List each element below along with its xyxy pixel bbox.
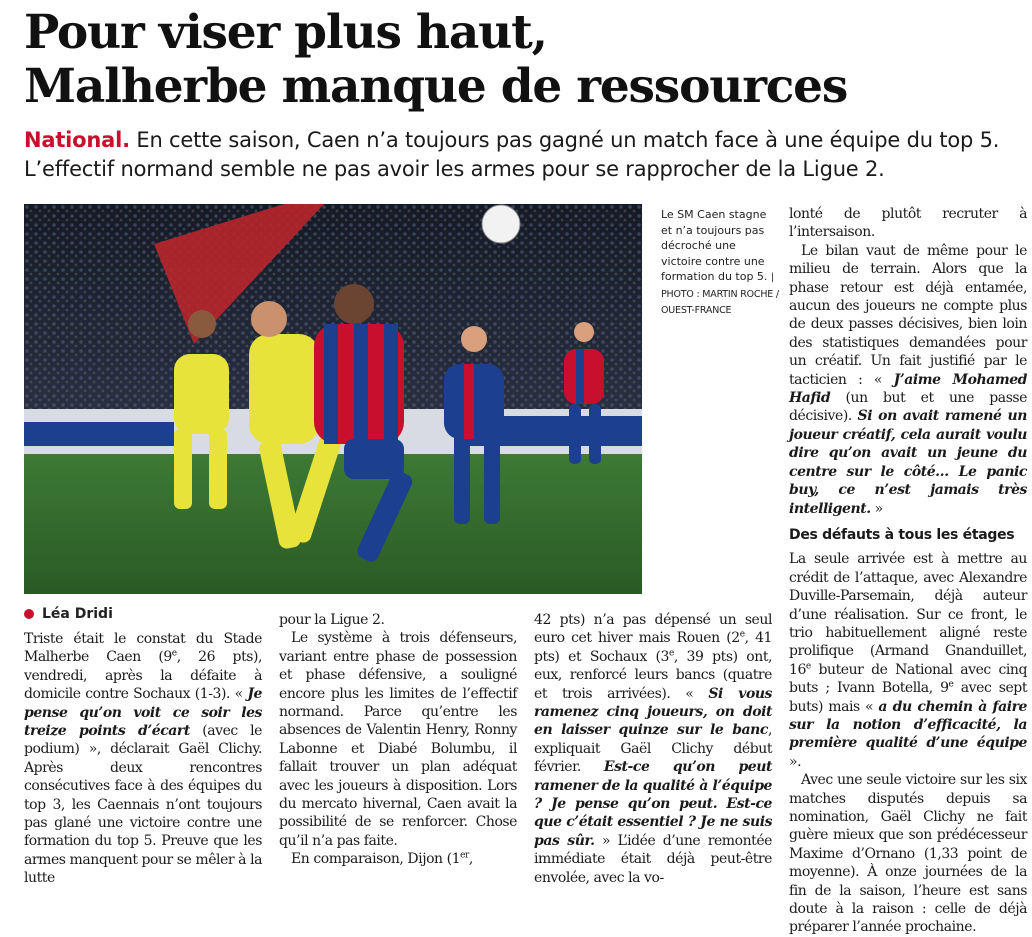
headline-line-1: Pour viser plus haut, <box>24 5 547 60</box>
kicker: National. <box>24 128 130 152</box>
text-run: , <box>468 851 473 868</box>
article-column-3 <box>534 611 772 887</box>
text-run: Triste était le constat du Stade Malherbe Caen (9 <box>24 631 262 666</box>
superscript: e <box>805 661 811 672</box>
text-run: avec sept buts) mais « <box>789 680 1027 715</box>
text-run: buteur de National avec cinq buts ; Ivann Botella, 9 <box>789 661 1027 697</box>
superscript: e <box>668 648 674 659</box>
paragraph <box>24 630 262 888</box>
text-run: , 39 pts) ont, eux, renforcé leurs bancs (quatre et trois arrivées). « <box>534 648 772 702</box>
standfirst <box>24 126 1014 184</box>
superscript: e <box>171 648 177 659</box>
superscript: er <box>460 850 469 861</box>
paragraph <box>789 550 1027 771</box>
byline-dot-icon <box>24 609 34 619</box>
article-column-2 <box>279 611 517 869</box>
text-run: La seule arrivée est à mettre au crédit de l’attaque, avec Alexandre Duville-Parsemain, déjà auteur d’une réalisation. Sur ce front, le trio habituellement aligné reste prolifique (Armand Gnanduillet, 16 <box>789 551 1027 678</box>
text-run: Le bilan vaut de même pour le milieu de terrain. Alors que la phase retour est déjà entamée, aucun des joueurs ne compte plus de deux passes décisives, bien loin des statistiques demandées pour un créatif. Un fait justifié par le tacticien : « <box>789 242 1027 388</box>
superscript: e <box>948 679 954 690</box>
article-column-4 <box>789 205 1027 937</box>
paragraph: pour la Ligue 2. <box>279 612 385 628</box>
standfirst-text: En cette saison, Caen n’a toujours pas gagné un match face à une équipe du top 5. L’effectif normand semble ne pas avoir les armes pour se rapprocher de la Ligue 2. <box>24 128 1000 181</box>
section-subhead: Des défauts à tous les étages <box>789 526 1015 543</box>
byline <box>24 606 113 622</box>
match-photo <box>24 204 642 594</box>
photo-caption <box>661 207 779 319</box>
paragraph: Le système à trois défenseurs, variant entre phase de possession et phase défensive, a souligné encore plus les limites de l’effectif normand. Parce qu’entre les absences de Valentin Henry, Ronny Labonne et Diabé Bolumbu, il fallait trouver un plan adéquat avec les joueurs à disposition. Lors du mercato hivernal, Caen avait la possibilité de se renforcer. Chose qu’il n’a pas faite. <box>279 630 517 849</box>
superscript: e <box>739 629 745 640</box>
text-run: 42 pts) n’a pas dépensé un seul euro cet hiver mais Rouen (2 <box>534 612 772 647</box>
paragraph <box>279 850 517 868</box>
text-run: » <box>870 500 883 517</box>
paragraph: lonté de plutôt recruter à l’intersaison. <box>789 206 1027 241</box>
text-run: , 41 pts) et Sochaux (3 <box>534 630 772 665</box>
quote: Je pense qu’on voit ce soir les treize points d’écart <box>24 686 262 740</box>
text-run: (un but et une passe décisive). <box>789 390 1027 425</box>
text-run: (avec le podium) », déclarait Gaël Clichy. Après deux rencontres consécutives face à des équipes du top 3, les Caennais n’ont toujours pas glané une victoire contre une formation du top 5. Preuve que les armes manquent pour se mêler à la lutte <box>24 723 262 887</box>
match-photo-illustration <box>24 204 642 594</box>
text-run: En comparaison, Dijon (1 <box>291 851 461 868</box>
quote: a du chemin à faire sur la notion d’efficacité, la première qualité d’une équipe <box>789 698 1027 752</box>
quote: Si vous ramenez cinq joueurs, on doit en laisser quinze sur le banc <box>534 685 772 739</box>
photo-credit: | PHOTO : MARTIN ROCHE / OUEST-FRANCE <box>661 272 779 316</box>
headline <box>24 6 1014 114</box>
article-column-1 <box>24 630 262 888</box>
quote: Est-ce qu’on peut ramener de la qualité à l’équipe ? Je pense qu’on peut. Est-ce que c’était essentiel ? Je ne suis pas sûr. <box>534 759 772 849</box>
caption-text: Le SM Caen stagne et n’a toujours pas décroché une victoire contre une formation du top 5. <box>661 208 768 283</box>
paragraph <box>789 242 1027 518</box>
quote: Si on avait ramené un joueur créatif, cela aurait voulu dire qu’on avait un jeune du centre sur le côté… Le panic buy, ce n’est jamais très intelligent. <box>789 408 1027 517</box>
quote: J’aime Mohamed Hafid <box>789 371 1028 407</box>
text-run: ». <box>789 753 802 770</box>
text-run: , 26 pts), vendredi, après la défaite à domicile contre Sochaux (1-3). « <box>24 649 262 703</box>
author-name: Léa Dridi <box>42 606 113 622</box>
text-run: , expliquait Gaël Clichy début février. <box>534 722 772 776</box>
paragraph: Avec une seule victoire sur les six matches disputés depuis sa nomination, Gaël Clichy ne fait guère mieux que son prédécesseur Maxime d’Ornano (1,33 point de moyenne). À onze journées de la fin de la saison, l’heure est sans doute à la raison : celle de déjà préparer l’année prochaine. <box>789 772 1027 936</box>
headline-line-2: Malherbe manque de ressources <box>24 59 848 114</box>
text-run: » L’idée d’une remontée immédiate était déjà peut-être envolée, avec la vo- <box>534 832 772 886</box>
paragraph <box>534 611 772 887</box>
